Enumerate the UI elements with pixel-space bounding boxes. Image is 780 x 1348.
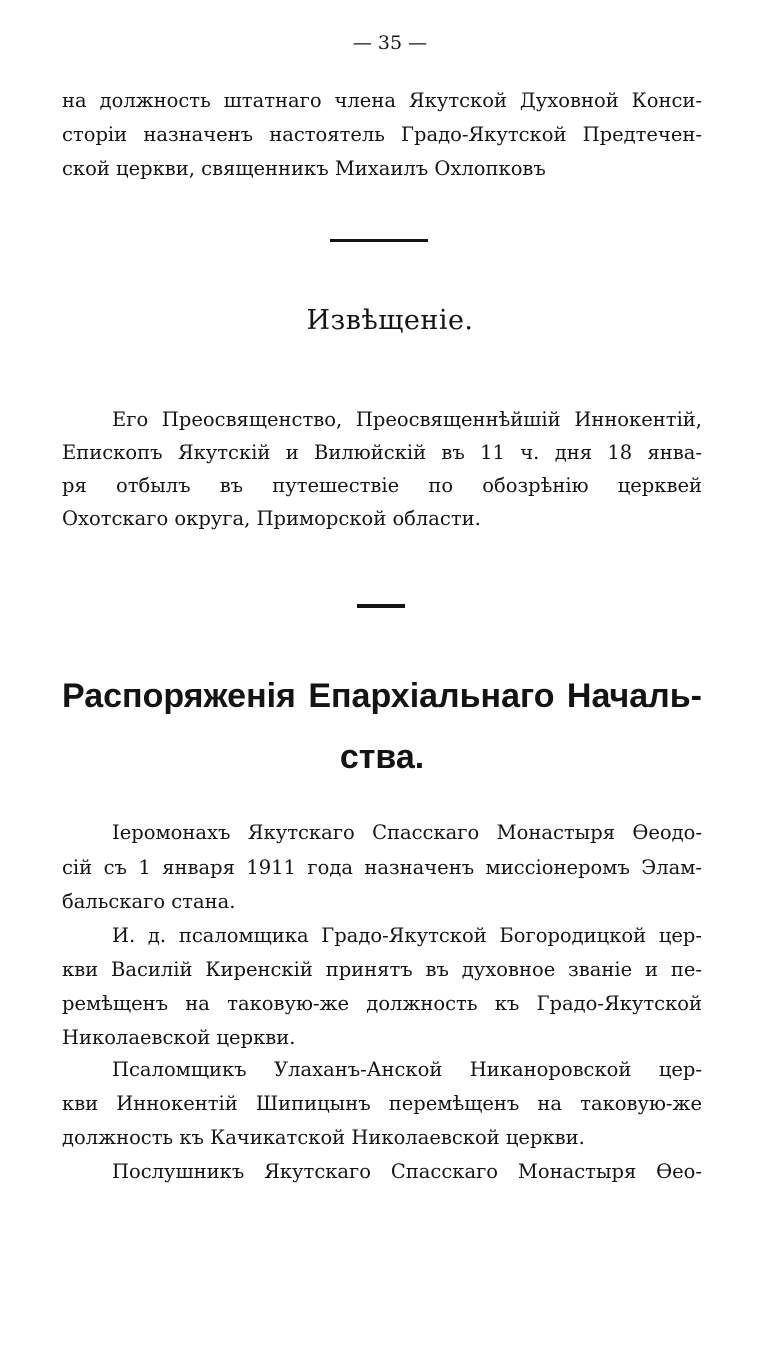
notice-line-2: Епископъ Якутскій и Вилюйскій въ 11 ч. дня 18 янва- bbox=[62, 441, 702, 464]
orders-title-line-1: Распоряженія Епархіальнаго Началь- bbox=[62, 677, 702, 715]
notice-line-3: ря отбылъ въ путешествіе по обозрѣнію церквей bbox=[62, 474, 702, 497]
orders-line-7: Николаевской церкви. bbox=[62, 1026, 296, 1049]
section-divider-short bbox=[357, 604, 405, 608]
section-divider bbox=[330, 239, 428, 242]
orders-line-8: Псаломщикъ Улаханъ-Анской Никаноровской цер- bbox=[112, 1058, 702, 1081]
orders-line-1: Іеромонахъ Якутскаго Спасскаго Монастыря Өеодо- bbox=[112, 821, 702, 844]
intro-line-3: ской церкви, священникъ Михаилъ Охлопковъ bbox=[62, 157, 546, 180]
intro-line-1: на должность штатнаго члена Якутской Духовной Конси- bbox=[62, 89, 702, 112]
orders-line-6: ремѣщенъ на таковую-же должность къ Градо-Якутской bbox=[62, 992, 702, 1015]
orders-line-10: должность къ Качикатской Николаевской церкви. bbox=[62, 1126, 585, 1149]
orders-line-4: И. д. псаломщика Градо-Якутской Богородицкой цер- bbox=[112, 924, 702, 947]
orders-line-9: кви Иннокентій Шипицынъ перемѣщенъ на таковую-же bbox=[62, 1092, 702, 1115]
orders-line-5: кви Василій Киренскій принятъ въ духовное званіе и пе- bbox=[62, 958, 702, 981]
notice-title: Извѣщеніе. bbox=[306, 305, 474, 336]
notice-line-4: Охотскаго округа, Приморской области. bbox=[62, 507, 481, 530]
orders-line-3: бальскаго стана. bbox=[62, 890, 236, 913]
orders-title-line-2: ства. bbox=[339, 738, 425, 776]
intro-line-2: сторіи назначенъ настоятель Градо-Якутской Предтечен- bbox=[62, 123, 702, 146]
page-number: — 35 — bbox=[352, 32, 428, 54]
orders-line-2: сій съ 1 января 1911 года назначенъ миссіонеромъ Элам- bbox=[62, 856, 702, 879]
notice-line-1: Его Преосвященство, Преосвященнѣйшій Иннокентій, bbox=[112, 408, 702, 431]
orders-line-11: Послушникъ Якутскаго Спасскаго Монастыря Өео- bbox=[112, 1160, 702, 1183]
